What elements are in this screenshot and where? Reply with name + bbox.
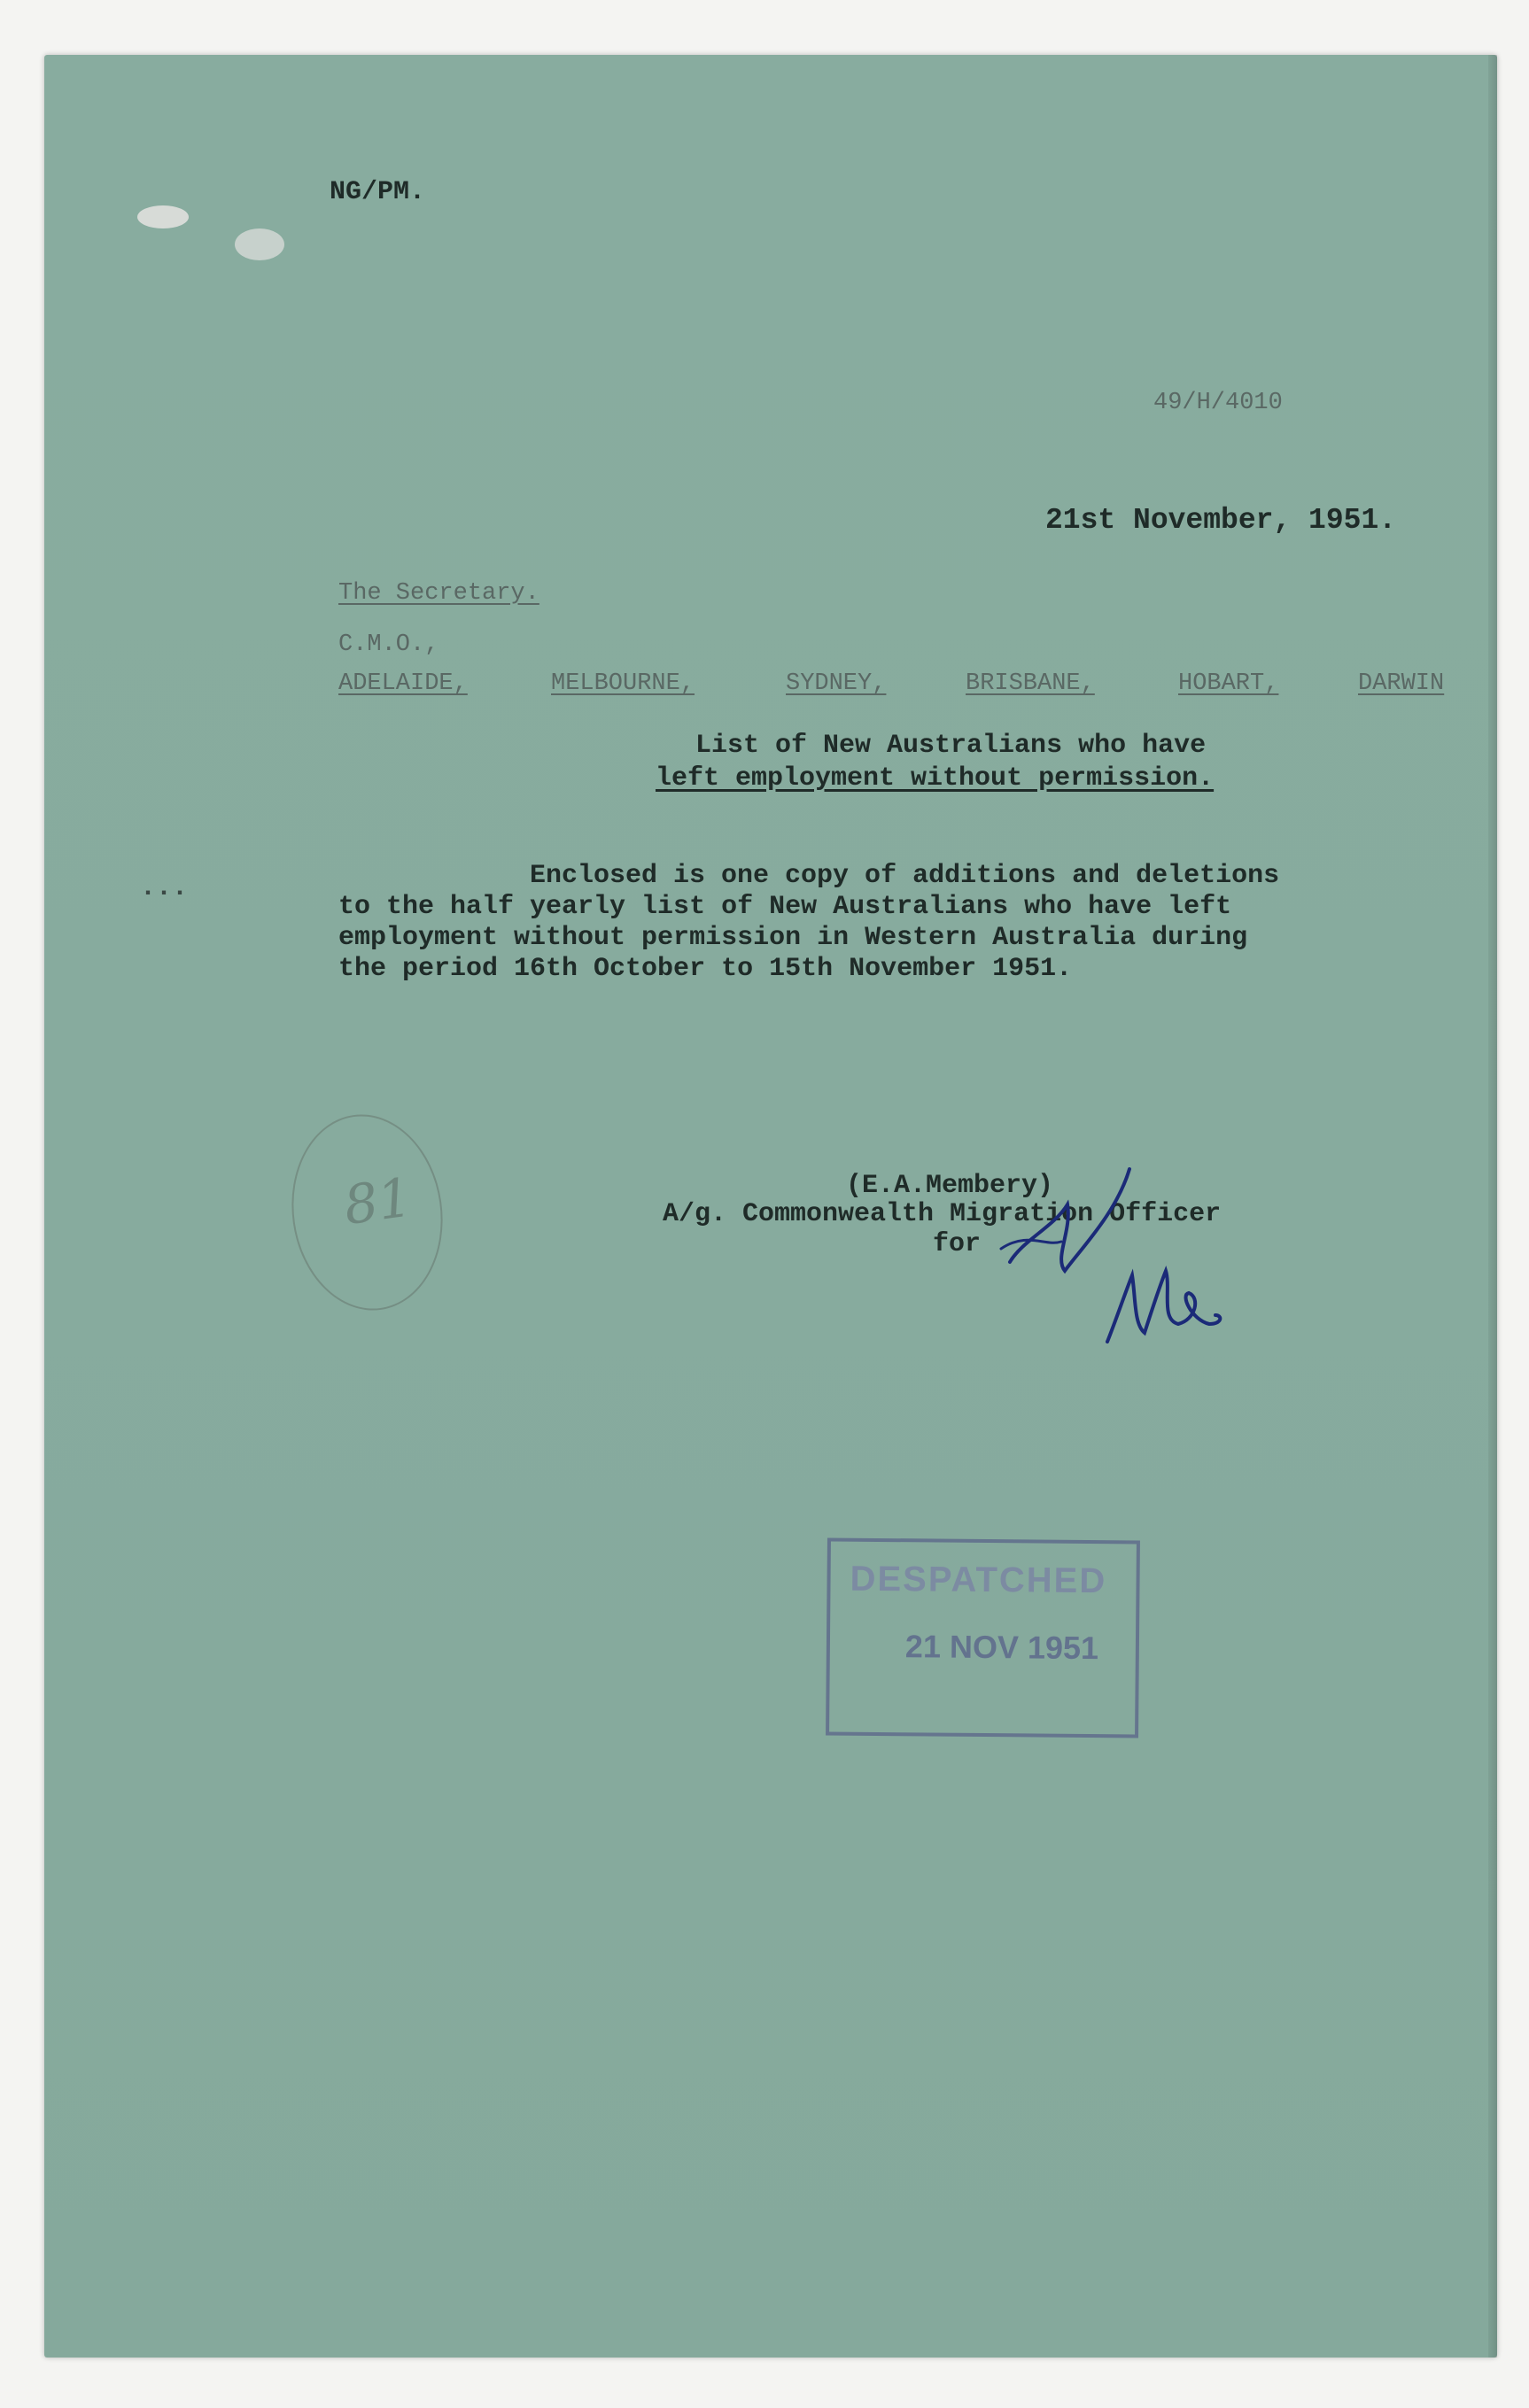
- city-darwin: DARWIN: [1358, 670, 1445, 697]
- stamp-word: DESPATCHED: [850, 1559, 1107, 1601]
- signatory-for: for: [933, 1229, 982, 1259]
- signatory-name: (E.A.Membery): [846, 1171, 1054, 1201]
- addressee: The Secretary.: [338, 580, 539, 607]
- reference-initials: NG/PM.: [330, 177, 426, 207]
- folio-number: 81: [339, 1166, 416, 1238]
- subject-line-1: List of New Australians who have: [695, 731, 1207, 761]
- body-line: to the half yearly list of New Australians who have left: [338, 892, 1232, 922]
- city-sydney: SYDNEY,: [786, 670, 887, 697]
- despatched-stamp: [826, 1537, 1140, 1738]
- body-line: the period 16th October to 15th November 1951.: [338, 954, 1073, 984]
- city-hobart: HOBART,: [1178, 670, 1279, 697]
- letter-date: 21st November, 1951.: [1045, 504, 1397, 537]
- margin-mark: ...: [140, 873, 189, 903]
- punch-hole: [235, 228, 284, 260]
- subject-line-2: left employment without permission.: [656, 763, 1215, 794]
- stamp-date: 21 NOV 1951: [904, 1628, 1099, 1667]
- city-melbourne: MELBOURNE,: [551, 670, 695, 697]
- city-adelaide: ADELAIDE,: [338, 670, 468, 697]
- cmo-line: C.M.O.,: [338, 631, 439, 658]
- body-line: employment without permission in Western Australia during: [338, 923, 1248, 953]
- signatory-title: A/g. Commonwealth Migration Officer: [663, 1199, 1222, 1229]
- body-line: Enclosed is one copy of additions and deletions: [530, 861, 1280, 891]
- city-brisbane: BRISBANE,: [966, 670, 1095, 697]
- file-reference: 49/H/4010: [1153, 390, 1283, 416]
- handwritten-signature: [983, 1142, 1249, 1382]
- punch-hole: [137, 205, 189, 228]
- paper-edge: [1488, 55, 1497, 2358]
